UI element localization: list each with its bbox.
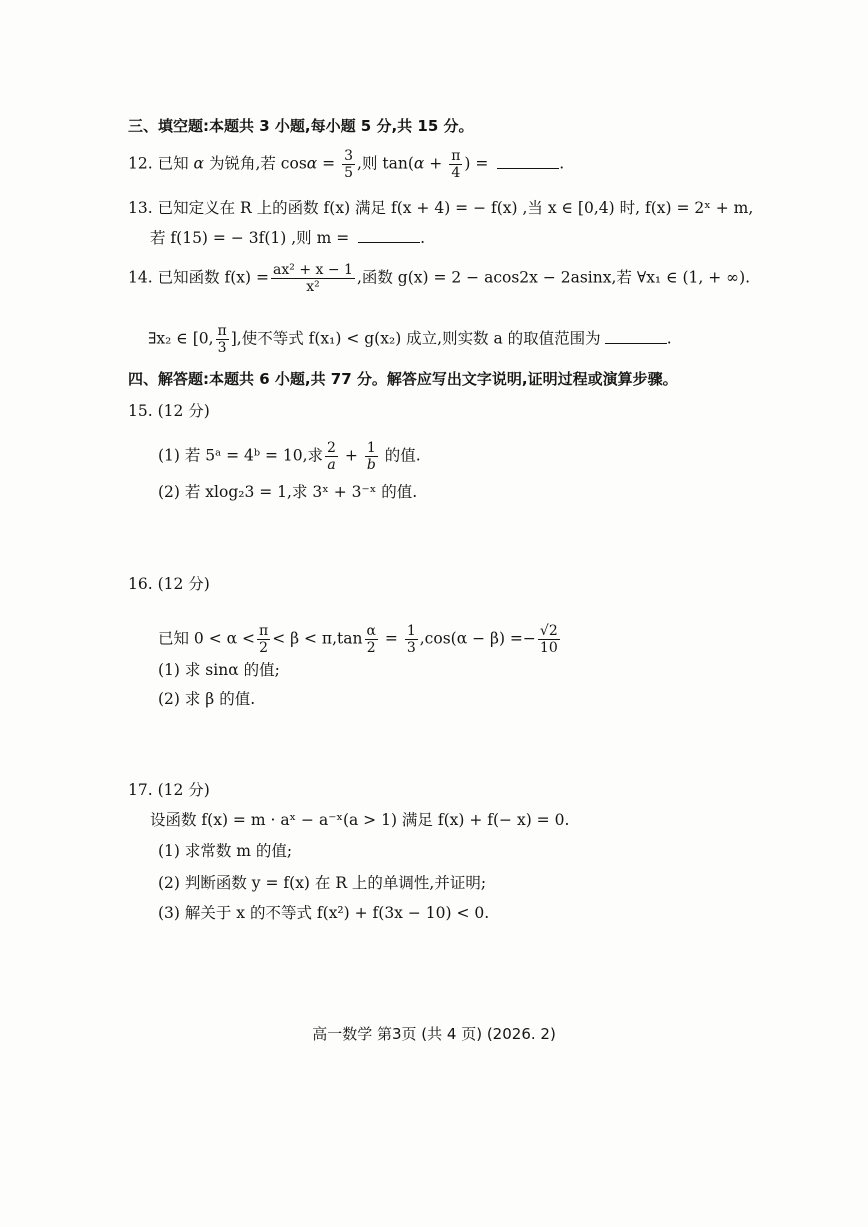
question-16-part1: (1) 求 sinα 的值; bbox=[158, 661, 280, 679]
question-16-part2: (2) 求 β 的值. bbox=[158, 690, 256, 708]
question-12: 12. 已知 α 为锐角,若 cosα = $\frac{3}{5}$ ,则 tan(α + $\frac{\pi}{4}$ ) = . bbox=[128, 148, 565, 181]
fraction-fx: $\frac{\text{ax² + x − 1}}{\text{x²}}$ bbox=[273, 262, 353, 295]
section-4-heading: 四、解答题:本题共 6 小题,共 77 分。解答应写出文字说明,证明过程或演算步骤。 bbox=[128, 370, 678, 388]
fraction-alpha-2: $\frac{\alpha}{2}$ bbox=[366, 623, 376, 656]
question-14-line1: 14. 已知函数 f(x) = $\frac{\text{ax² + x − 1}}{\text{x²}}$ ,函数 g(x) = 2 − acos2x − 2asinx,若 ∀x₁ ∈ (1, + ∞). bbox=[128, 262, 751, 295]
fraction-pi-4: $\frac{\pi}{4}$ bbox=[451, 148, 461, 181]
fraction-sqrt2-10: $\frac{√2}{10}$ bbox=[539, 623, 558, 656]
question-15-part2: (2) 若 xlog₂3 = 1,求 3ˣ + 3⁻ˣ 的值. bbox=[158, 483, 418, 501]
page-footer: 高一数学 第3页 (共 4 页) (2026. 2) bbox=[312, 1025, 556, 1043]
answer-blank-12 bbox=[497, 154, 559, 169]
question-15-part1: (1) 若 5ᵃ = 4ᵇ = 10,求 $\frac{2}{a}$ + $\frac{1}{b}$ 的值. bbox=[158, 440, 421, 473]
fraction-pi-3: $\frac{\pi}{3}$ bbox=[217, 323, 227, 356]
section-3-heading: 三、填空题:本题共 3 小题,每小题 5 分,共 15 分。 bbox=[128, 117, 474, 135]
answer-blank-13 bbox=[358, 228, 420, 243]
question-17-given: 设函数 f(x) = m · aˣ − a⁻ˣ(a > 1) 满足 f(x) + f(− x) = 0. bbox=[150, 811, 570, 829]
question-15-head: 15. (12 分) bbox=[128, 402, 210, 420]
fraction-2-a: $\frac{2}{a}$ bbox=[327, 440, 336, 473]
question-17-part2: (2) 判断函数 y = f(x) 在 R 上的单调性,并证明; bbox=[158, 874, 487, 892]
question-13-line2: 若 f(15) = − 3f(1) ,则 m = . bbox=[150, 229, 426, 247]
question-16-head: 16. (12 分) bbox=[128, 575, 210, 593]
question-13-line1: 13. 已知定义在 R 上的函数 f(x) 满足 f(x + 4) = − f(x) ,当 x ∈ [0,4) 时, f(x) = 2ˣ + m, bbox=[128, 199, 754, 217]
fraction-pi-2: $\frac{\pi}{2}$ bbox=[259, 623, 269, 656]
question-17-head: 17. (12 分) bbox=[128, 781, 210, 799]
question-17-part1: (1) 求常数 m 的值; bbox=[158, 842, 293, 860]
fraction-1-b: $\frac{1}{b}$ bbox=[366, 440, 376, 473]
question-16-given: 已知 0 < α < $\frac{\pi}{2}$ < β < π,tan $\frac{\alpha}{2}$ = $\frac{1}{3}$ ,cos(α − β) =− $\frac{√2}{10}$ bbox=[158, 623, 558, 656]
fraction-3-5: $\frac{3}{5}$ bbox=[344, 148, 354, 181]
question-14-line2: ∃x₂ ∈ [0, $\frac{\pi}{3}$ ],使不等式 f(x₁) < g(x₂) 成立,则实数 a 的取值范围为 . bbox=[148, 323, 672, 356]
fraction-1-3: $\frac{1}{3}$ bbox=[406, 623, 416, 656]
question-17-part3: (3) 解关于 x 的不等式 f(x²) + f(3x − 10) < 0. bbox=[158, 904, 490, 922]
answer-blank-14 bbox=[605, 329, 667, 344]
